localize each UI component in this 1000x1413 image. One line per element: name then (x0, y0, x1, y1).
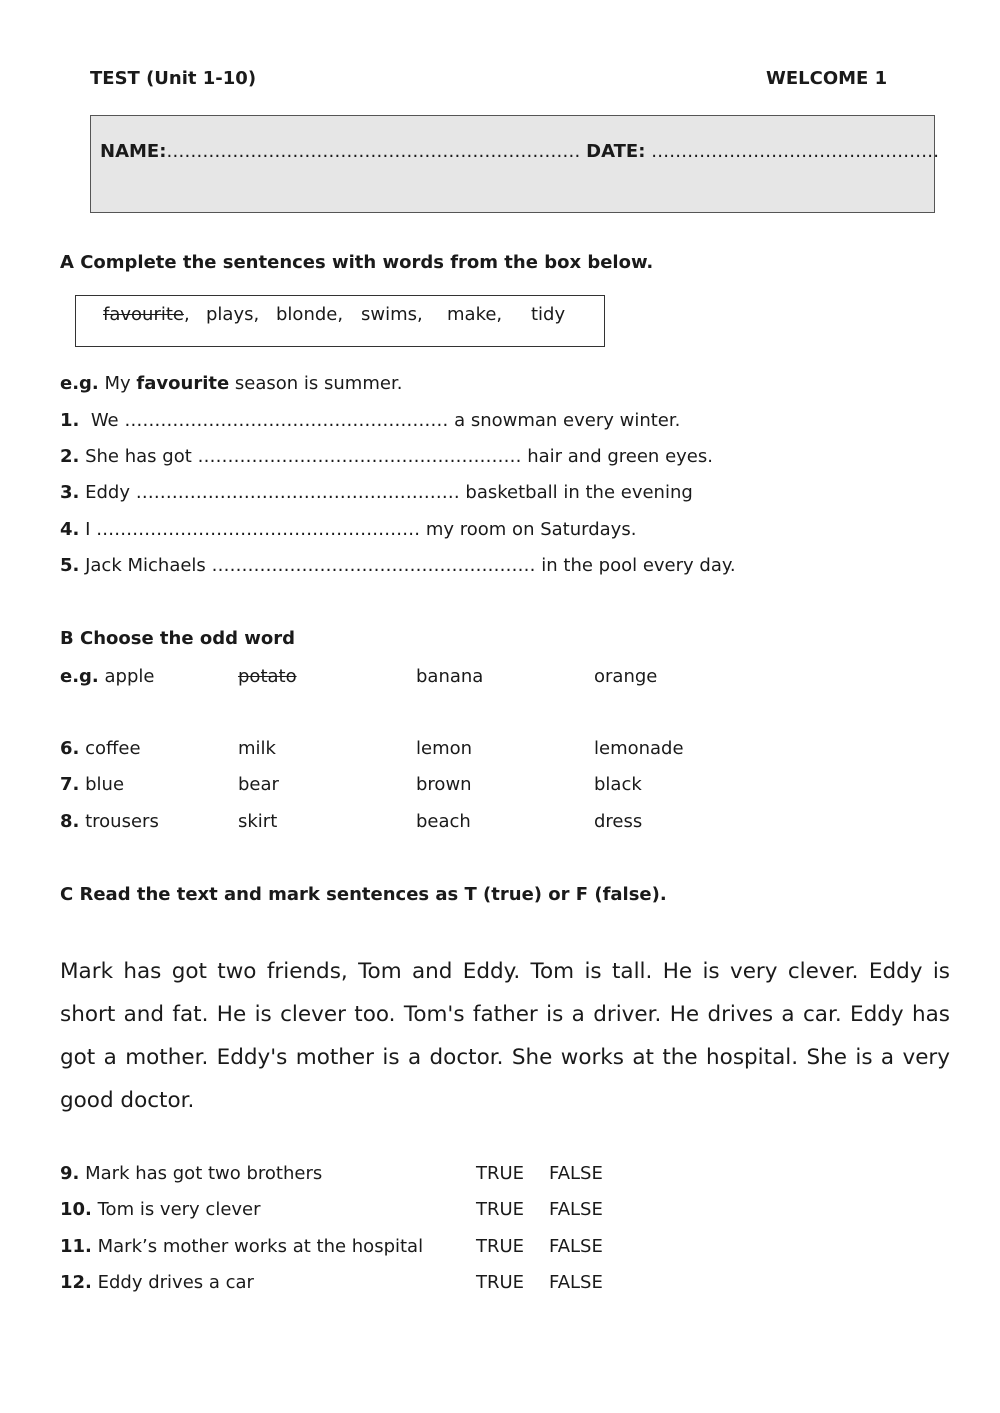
section-a-title: A Complete the sentences with words from the box below. (60, 252, 654, 273)
true-option-12[interactable]: TRUE (476, 1272, 525, 1293)
odd-row-6-word-3[interactable]: lemon (416, 738, 473, 759)
answer-blank-3[interactable]: ……………………………………………… (135, 482, 460, 503)
name-label: NAME: (100, 141, 167, 162)
example-b-word-2: potato (238, 666, 297, 687)
odd-row-6-word-1[interactable]: 6. coffee (60, 738, 141, 759)
name-date-box (90, 115, 935, 213)
question-1: 1. We ……………………………………………… a snowman every winter. (60, 410, 681, 431)
odd-row-7-word-3[interactable]: brown (416, 774, 472, 795)
reading-text: Mark has got two friends, Tom and Eddy. Tom is tall. He is very clever. Eddy is short and fat. He is clever too. Tom's father is a driver. He drives a car. Eddy has got a mother. Eddy's mother is a doctor. She works at the hospital. She is a very good doctor. (60, 959, 950, 1113)
word-5: tidy (531, 304, 566, 325)
question-4: 4. I ……………………………………………… my room on Saturdays. (60, 519, 637, 540)
false-option-11[interactable]: FALSE (549, 1236, 603, 1257)
odd-row-7-word-2[interactable]: bear (238, 774, 279, 795)
example-a: e.g. My favourite season is summer. (60, 373, 403, 394)
word-2: blonde, (276, 304, 344, 325)
true-option-9[interactable]: TRUE (476, 1163, 525, 1184)
question-2: 2. She has got ……………………………………………… hair and green eyes. (60, 446, 713, 467)
odd-row-7-word-4[interactable]: black (594, 774, 642, 795)
example-b-word-4: orange (594, 666, 658, 687)
odd-row-6-word-2[interactable]: milk (238, 738, 276, 759)
question-5: 5. Jack Michaels ……………………………………………… in the pool every day. (60, 555, 736, 576)
odd-row-8-word-1[interactable]: 8. trousers (60, 811, 159, 832)
answer-blank-5[interactable]: ……………………………………………… (211, 555, 536, 576)
odd-row-8-word-4[interactable]: dress (594, 811, 643, 832)
word-0: favourite, (103, 304, 190, 325)
answer-blank-4[interactable]: ……………………………………………… (96, 519, 421, 540)
answer-blank-1[interactable]: ……………………………………………… (124, 410, 449, 431)
false-option-10[interactable]: FALSE (549, 1199, 603, 1220)
odd-row-8-word-3[interactable]: beach (416, 811, 471, 832)
answer-blank-2[interactable]: ……………………………………………… (197, 446, 522, 467)
odd-row-7-word-1[interactable]: 7. blue (60, 774, 125, 795)
true-option-11[interactable]: TRUE (476, 1236, 525, 1257)
statement-9: 9. Mark has got two brothers (60, 1163, 323, 1184)
word-4: make, (447, 304, 503, 325)
name-date-line (100, 141, 939, 162)
word-3: swims, (361, 304, 423, 325)
example-b-word-3: banana (416, 666, 484, 687)
name-field[interactable]: …………………………………………………………… (166, 141, 581, 162)
example-b-word-1: e.g. apple (60, 666, 155, 687)
true-option-10[interactable]: TRUE (476, 1199, 525, 1220)
question-3: 3. Eddy ……………………………………………… basketball in the evening (60, 482, 693, 503)
section-c-title: C Read the text and mark sentences as T (true) or F (false). (60, 884, 667, 905)
statement-10: 10. Tom is very clever (60, 1199, 261, 1220)
false-option-12[interactable]: FALSE (549, 1272, 603, 1293)
test-title: TEST (Unit 1-10) (90, 68, 257, 89)
odd-row-6-word-4[interactable]: lemonade (594, 738, 684, 759)
section-b-title: B Choose the odd word (60, 628, 295, 649)
statement-11: 11. Mark’s mother works at the hospital (60, 1236, 424, 1257)
odd-row-8-word-2[interactable]: skirt (238, 811, 278, 832)
statement-12: 12. Eddy drives a car (60, 1272, 254, 1293)
date-field[interactable]: ………………………………………… (651, 141, 940, 162)
word-1: plays, (206, 304, 260, 325)
false-option-9[interactable]: FALSE (549, 1163, 603, 1184)
book-title: WELCOME 1 (766, 68, 888, 89)
date-label: DATE: (586, 141, 646, 162)
